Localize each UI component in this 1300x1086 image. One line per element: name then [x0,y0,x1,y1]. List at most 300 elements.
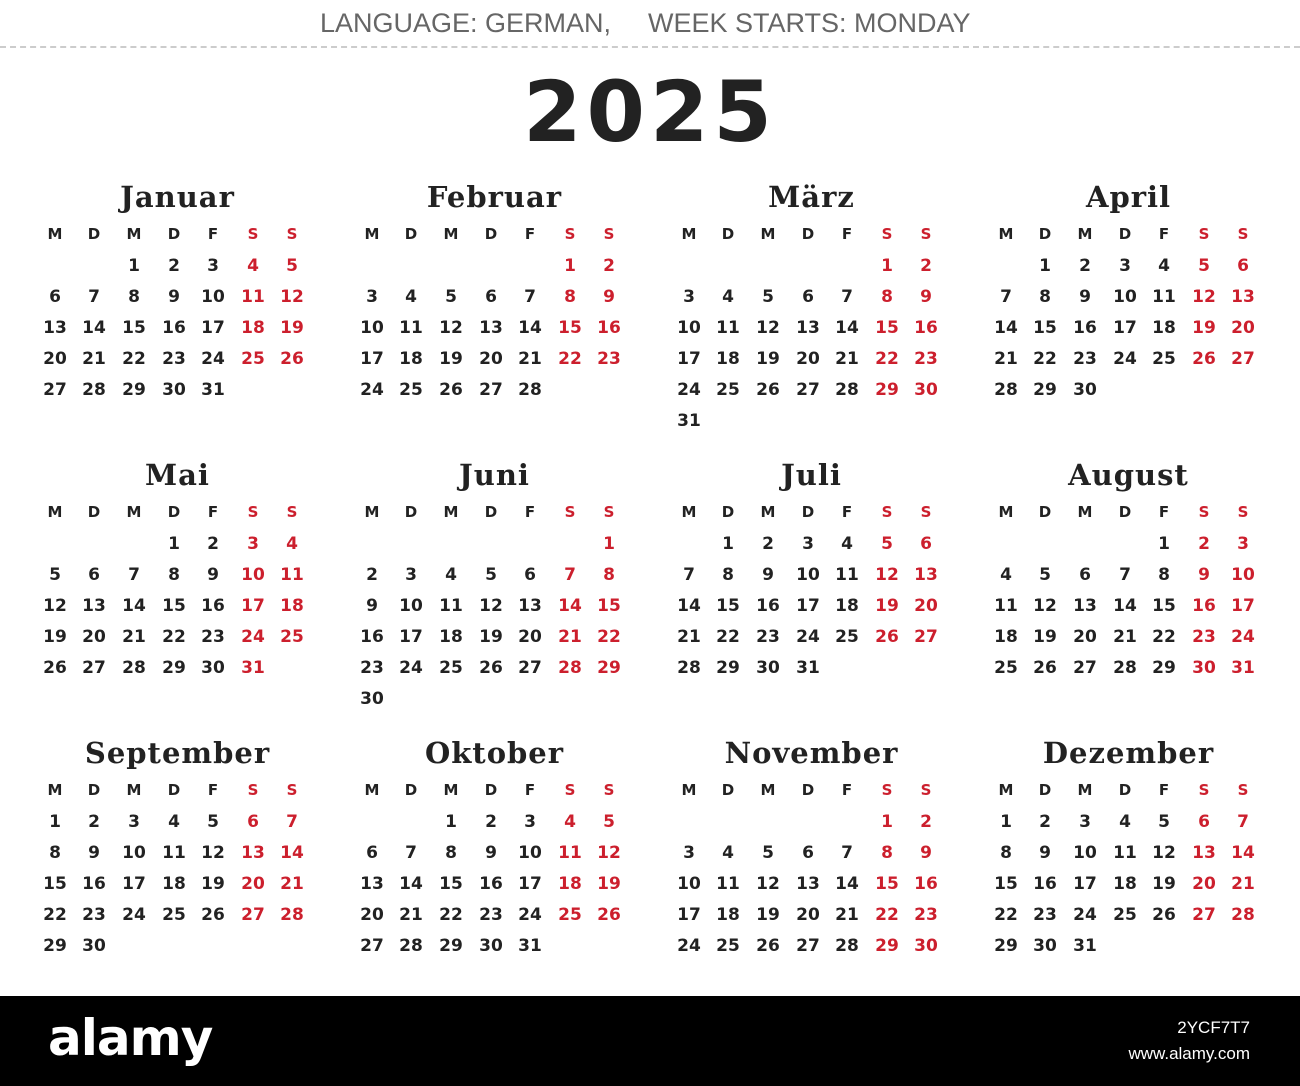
day-cell: 24 [241,627,265,647]
day-cell: 22 [597,627,621,647]
day-cell: 11 [439,596,463,616]
day-cell: 29 [1152,658,1176,678]
day-cell: 16 [914,874,938,894]
day-cell: 9 [485,843,497,863]
day-cell: 26 [439,380,463,400]
day-cell: 9 [88,843,100,863]
day-cell: 16 [1033,874,1057,894]
day-cell: 18 [1113,874,1137,894]
day-cell: 6 [1237,256,1249,276]
weekday-header: D [1038,781,1052,799]
day-cell: 23 [1033,905,1057,925]
day-cell: 22 [122,349,146,369]
day-cell: 12 [597,843,621,863]
day-cell: 27 [1073,658,1097,678]
day-cell: 6 [524,565,536,585]
day-cell: 5 [485,565,497,585]
weekday-header: M [760,503,776,521]
month-name: Juni [459,458,530,492]
day-cell: 1 [722,534,734,554]
day-cell: 7 [286,812,298,832]
day-cell: 11 [280,565,304,585]
day-cell: 10 [122,843,146,863]
day-cell: 30 [1192,658,1216,678]
weekday-header: S [1237,225,1249,243]
day-cell: 13 [796,874,820,894]
day-cell: 26 [875,627,899,647]
day-cell: 15 [122,318,146,338]
day-cell: 7 [88,287,100,307]
day-cell: 28 [994,380,1018,400]
day-cell: 20 [82,627,106,647]
day-cell: 6 [366,843,378,863]
day-cell: 4 [286,534,298,554]
weekday-header: M [126,503,142,521]
weekday-header: F [207,781,219,799]
day-cell: 26 [756,380,780,400]
day-cell: 2 [920,812,932,832]
day-cell: 4 [168,812,180,832]
day-cell: 31 [796,658,820,678]
day-cell: 24 [1231,627,1255,647]
weekday-header: S [247,503,259,521]
day-cell: 5 [762,287,774,307]
day-cell: 30 [479,936,503,956]
day-cell: 29 [597,658,621,678]
day-cell: 20 [1192,874,1216,894]
day-cell: 25 [439,658,463,678]
day-cell: 3 [1119,256,1131,276]
weekday-header: S [564,225,576,243]
day-cell: 13 [43,318,67,338]
weekday-header: D [404,225,418,243]
day-cell: 18 [280,596,304,616]
day-cell: 26 [1192,349,1216,369]
day-cell: 22 [558,349,582,369]
day-cell: 4 [722,287,734,307]
day-cell: 13 [518,596,542,616]
weekday-header: S [1237,781,1249,799]
day-cell: 19 [479,627,503,647]
day-cell: 1 [128,256,140,276]
weekday-header: F [1158,781,1170,799]
month-11 [669,736,954,1006]
weekday-header: M [364,781,380,799]
day-cell: 31 [201,380,225,400]
weekday-header: D [1038,225,1052,243]
day-cell: 25 [280,627,304,647]
weekday-header: M [998,781,1014,799]
day-cell: 17 [1073,874,1097,894]
day-cell: 19 [1033,627,1057,647]
day-cell: 25 [399,380,423,400]
day-cell: 14 [835,318,859,338]
month-10 [352,736,637,1006]
day-cell: 21 [399,905,423,925]
day-cell: 22 [994,905,1018,925]
weekday-header: M [364,225,380,243]
day-cell: 12 [756,874,780,894]
day-cell: 3 [247,534,259,554]
day-cell: 26 [43,658,67,678]
day-cell: 7 [128,565,140,585]
day-cell: 18 [835,596,859,616]
day-cell: 12 [479,596,503,616]
day-cell: 16 [479,874,503,894]
day-cell: 9 [366,596,378,616]
day-cell: 9 [1198,565,1210,585]
day-cell: 30 [914,380,938,400]
weekday-header: D [1038,503,1052,521]
day-cell: 12 [756,318,780,338]
day-cell: 29 [875,380,899,400]
day-cell: 11 [1113,843,1137,863]
day-cell: 12 [875,565,899,585]
day-cell: 7 [841,287,853,307]
weekday-header: D [721,225,735,243]
day-cell: 17 [399,627,423,647]
day-cell: 4 [445,565,457,585]
day-cell: 14 [1231,843,1255,863]
day-cell: 8 [603,565,615,585]
day-cell: 15 [1033,318,1057,338]
day-cell: 17 [201,318,225,338]
day-cell: 3 [1237,534,1249,554]
day-cell: 29 [439,936,463,956]
day-cell: 19 [1152,874,1176,894]
day-cell: 18 [994,627,1018,647]
day-cell: 26 [1152,905,1176,925]
day-cell: 8 [1039,287,1051,307]
day-cell: 23 [914,349,938,369]
day-cell: 30 [756,658,780,678]
day-cell: 19 [439,349,463,369]
day-cell: 10 [360,318,384,338]
day-cell: 18 [439,627,463,647]
day-cell: 13 [479,318,503,338]
day-cell: 21 [558,627,582,647]
month-4 [986,180,1271,450]
day-cell: 22 [43,905,67,925]
day-cell: 28 [280,905,304,925]
day-cell: 6 [1198,812,1210,832]
day-cell: 25 [994,658,1018,678]
day-cell: 1 [168,534,180,554]
day-cell: 11 [241,287,265,307]
weekday-header: S [881,503,893,521]
month-8 [986,458,1271,728]
weekday-header: S [881,225,893,243]
day-cell: 10 [796,565,820,585]
day-cell: 19 [1192,318,1216,338]
day-cell: 5 [762,843,774,863]
day-cell: 3 [524,812,536,832]
day-cell: 8 [722,565,734,585]
month-2 [352,180,637,450]
weekday-header: S [1198,781,1210,799]
day-cell: 9 [762,565,774,585]
weekday-header: M [1077,503,1093,521]
day-cell: 15 [162,596,186,616]
day-cell: 15 [558,318,582,338]
day-cell: 24 [1073,905,1097,925]
weekday-header: F [841,781,853,799]
weekday-header: M [681,503,697,521]
day-cell: 15 [1152,596,1176,616]
day-cell: 20 [241,874,265,894]
day-cell: 1 [881,256,893,276]
month-name: Oktober [424,736,565,770]
day-cell: 10 [1231,565,1255,585]
day-cell: 18 [162,874,186,894]
day-cell: 12 [439,318,463,338]
day-cell: 17 [360,349,384,369]
site-url: www.alamy.com [1128,1044,1250,1063]
day-cell: 17 [122,874,146,894]
day-cell: 19 [43,627,67,647]
day-cell: 22 [1152,627,1176,647]
day-cell: 28 [122,658,146,678]
day-cell: 21 [1113,627,1137,647]
day-cell: 18 [399,349,423,369]
day-cell: 25 [162,905,186,925]
day-cell: 6 [920,534,932,554]
day-cell: 6 [247,812,259,832]
day-cell: 28 [1231,905,1255,925]
day-cell: 31 [1073,936,1097,956]
day-cell: 27 [43,380,67,400]
day-cell: 10 [1113,287,1137,307]
weekday-header: D [484,225,498,243]
day-cell: 8 [881,843,893,863]
day-cell: 23 [914,905,938,925]
day-cell: 9 [920,287,932,307]
month-name: Januar [120,180,235,214]
weekday-header: D [801,503,815,521]
day-cell: 8 [128,287,140,307]
day-cell: 20 [360,905,384,925]
day-cell: 25 [558,905,582,925]
day-cell: 22 [875,905,899,925]
month-9 [35,736,320,1006]
day-cell: 6 [802,843,814,863]
day-cell: 17 [241,596,265,616]
day-cell: 23 [82,905,106,925]
month-name: September [84,736,271,770]
weekday-header: M [998,503,1014,521]
day-cell: 3 [405,565,417,585]
day-cell: 31 [518,936,542,956]
day-cell: 20 [1073,627,1097,647]
day-cell: 27 [914,627,938,647]
day-cell: 6 [49,287,61,307]
day-cell: 8 [1000,843,1012,863]
day-cell: 29 [875,936,899,956]
day-cell: 12 [1033,596,1057,616]
day-cell: 25 [716,936,740,956]
day-cell: 19 [597,874,621,894]
day-cell: 13 [914,565,938,585]
day-cell: 27 [241,905,265,925]
day-cell: 23 [756,627,780,647]
day-cell: 6 [485,287,497,307]
day-cell: 9 [168,287,180,307]
day-cell: 14 [82,318,106,338]
weekday-header: M [47,503,63,521]
day-cell: 11 [994,596,1018,616]
weekday-header: D [167,781,181,799]
weekday-header: F [524,225,536,243]
day-cell: 2 [485,812,497,832]
day-cell: 15 [716,596,740,616]
day-cell: 15 [875,874,899,894]
weekday-header: S [920,781,932,799]
dashed-divider [0,46,1300,48]
day-cell: 2 [366,565,378,585]
language-label: LANGUAGE: GERMAN, [320,8,612,38]
day-cell: 29 [994,936,1018,956]
day-cell: 1 [445,812,457,832]
weekday-header: D [167,503,181,521]
weekday-header: S [564,503,576,521]
day-cell: 4 [405,287,417,307]
day-cell: 9 [920,843,932,863]
day-cell: 14 [518,318,542,338]
day-cell: 11 [1152,287,1176,307]
month-name: Dezember [1042,736,1215,770]
day-cell: 24 [677,380,701,400]
day-cell: 2 [168,256,180,276]
weekday-header: S [1198,225,1210,243]
day-cell: 2 [88,812,100,832]
day-cell: 24 [122,905,146,925]
day-cell: 17 [518,874,542,894]
day-cell: 27 [796,380,820,400]
weekday-header: M [998,225,1014,243]
weekday-header: D [1118,781,1132,799]
day-cell: 16 [756,596,780,616]
day-cell: 1 [1000,812,1012,832]
day-cell: 3 [128,812,140,832]
day-cell: 20 [479,349,503,369]
day-cell: 29 [1033,380,1057,400]
weekday-header: D [484,503,498,521]
weekday-header: D [1118,503,1132,521]
day-cell: 8 [168,565,180,585]
day-cell: 6 [802,287,814,307]
day-cell: 16 [597,318,621,338]
day-cell: 25 [241,349,265,369]
day-cell: 2 [1198,534,1210,554]
month-name: August [1068,458,1189,492]
day-cell: 1 [564,256,576,276]
day-cell: 2 [1079,256,1091,276]
weekday-header: S [1198,503,1210,521]
day-cell: 24 [518,905,542,925]
day-cell: 30 [162,380,186,400]
day-cell: 11 [716,318,740,338]
weekday-header: F [524,781,536,799]
day-cell: 27 [1192,905,1216,925]
weekday-header: M [364,503,380,521]
day-cell: 12 [201,843,225,863]
month-name: Mai [145,458,210,492]
day-cell: 21 [677,627,701,647]
weekday-header: M [126,225,142,243]
watermark-footer [0,996,1300,1086]
weekday-header: S [286,503,298,521]
weekday-header: M [760,225,776,243]
weekday-header: M [1077,781,1093,799]
day-cell: 9 [207,565,219,585]
weekday-header: S [603,225,615,243]
day-cell: 27 [518,658,542,678]
weekday-header: D [801,225,815,243]
weekday-header: S [603,781,615,799]
day-cell: 25 [1152,349,1176,369]
day-cell: 16 [82,874,106,894]
day-cell: 9 [603,287,615,307]
day-cell: 20 [518,627,542,647]
day-cell: 7 [683,565,695,585]
weekday-header: S [920,225,932,243]
day-cell: 12 [1152,843,1176,863]
weekday-header: S [286,225,298,243]
day-cell: 7 [1000,287,1012,307]
weekday-header: F [524,503,536,521]
day-cell: 15 [994,874,1018,894]
day-cell: 18 [241,318,265,338]
day-cell: 18 [558,874,582,894]
day-cell: 29 [716,658,740,678]
day-cell: 17 [677,905,701,925]
day-cell: 8 [1158,565,1170,585]
month-name: Februar [426,180,563,214]
weekday-header: S [247,225,259,243]
day-cell: 5 [603,812,615,832]
weekday-header: S [247,781,259,799]
day-cell: 28 [835,380,859,400]
day-cell: 27 [479,380,503,400]
day-cell: 25 [716,380,740,400]
day-cell: 27 [360,936,384,956]
day-cell: 14 [280,843,304,863]
day-cell: 4 [1119,812,1131,832]
weekday-header: S [920,503,932,521]
day-cell: 17 [1231,596,1255,616]
day-cell: 30 [82,936,106,956]
day-cell: 6 [1079,565,1091,585]
day-cell: 1 [1158,534,1170,554]
day-cell: 1 [49,812,61,832]
day-cell: 5 [49,565,61,585]
weekday-header: F [841,225,853,243]
weekday-header: D [87,781,101,799]
day-cell: 5 [881,534,893,554]
day-cell: 26 [597,905,621,925]
day-cell: 4 [564,812,576,832]
month-6 [352,458,637,728]
weekday-header: M [443,503,459,521]
day-cell: 5 [207,812,219,832]
day-cell: 20 [796,349,820,369]
month-12 [986,736,1271,1006]
header-bar [0,0,1300,46]
month-name: März [768,180,855,214]
day-cell: 28 [1113,658,1137,678]
day-cell: 9 [1039,843,1051,863]
weekday-header: D [1118,225,1132,243]
